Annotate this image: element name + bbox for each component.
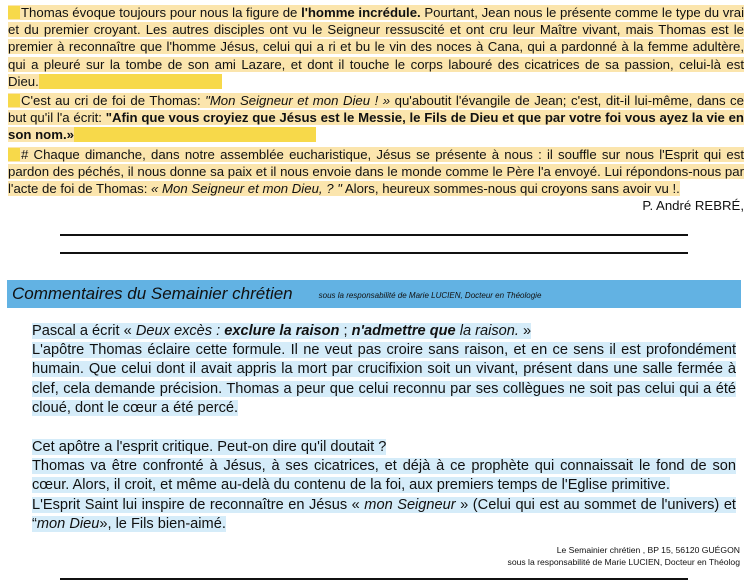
commentary-paragraph-2: Cet apôtre a l'esprit critique. Peut-on dire qu'il doutait ? [32, 439, 387, 456]
article-paragraph-3: # Chaque dimanche, dans notre assemblée eucharistique, Jésus se présente à nous : il souffle sur nous l'Esprit qui est pardon des péchés, il nous donne sa paix et il nous envoie dans le monde comme le Père l'a envoyé. Lui répondons-nous par l'acte de foi de Thomas: « Mon Seigneur et mon Dieu, ? " Alors, heureux sommes-nous qui croyons sans avoir vu !. P. André REBRÉ, [8, 146, 744, 214]
commentary-body [12, 322, 736, 534]
article-signature: P. André REBRÉ, [642, 198, 744, 214]
commentary-paragraph-1: L'apôtre Thomas éclaire cette formule. Il ne veut pas croire sans raison, et en ce sens il est profondément humain. Que celui dont il avait appris la mort par crucifixion soit un vivant, présent dans une salle fermée à clef, cela demande précision. Thomas a peur que celui reconnu par ses collègues ne soit pas celui qui a été cloué, dont le cœur a été percé. [32, 342, 736, 416]
commentary-banner [7, 280, 741, 308]
article-paragraph-2: C'est au cri de foi de Thomas: "Mon Seigneur et mon Dieu ! » qu'aboutit l'évangile de Jean; c'est, dit-il lui-même, dans ce but qu'il l'a écrit: "Afin que vous croyiez que Jésus est le Messie, le Fils de Dieu et que par votre foi vous ayez la vie en son nom.» [8, 93, 744, 143]
highlight-marker [8, 148, 20, 161]
footer-line-2: sous la responsabilité de Marie LUCIEN, Docteur en Théolog [507, 557, 740, 567]
footer-credits [508, 544, 740, 568]
divider-line [60, 578, 688, 580]
highlight-marker [8, 6, 20, 19]
article-paragraph-1: Thomas évoque toujours pour nous la figure de l'homme incrédule. Pourtant, Jean nous le présente comme le type du vrai et du premier croyant. Les autres disciples ont vu le Seigneur ressuscité et ont cru leur Maître vivant, mais Thomas est le premier à reconnaître que l'homme Jésus, celui qui a ri et bu le vin des noces à Cana, qui a pardonné à la femme adultère, qui a pleuré sur la tombe de son ami Lazare, et dont il touche le corps labouré des cicatrices de sa passion, celui-là est Dieu. [8, 5, 745, 89]
footer-line-1: Le Semainier chrétien , BP 15, 56120 GUÉGON [556, 545, 740, 555]
banner-subtitle: sous la responsabilité de Marie LUCIEN, Docteur en Théologie [318, 291, 542, 300]
commentary-paragraph-4: L'Esprit Saint lui inspire de reconnaître en Jésus « mon Seigneur » (Celui qui est au sommet de l'univers) et “mon Dieu», le Fils bien-aimé. [32, 496, 736, 532]
banner-title: Commentaires du Semainier chrétien [12, 284, 293, 303]
paragraph-gap [12, 418, 736, 438]
commentary-paragraph-3: Thomas va être confronté à Jésus, à ses cicatrices, et déjà à ce prophète qui connaissait le fond de son cœur. Alors, il croit, et même au-delà du contenu de la foi, aux premiers temps de l'Eglise primitive. [32, 458, 736, 494]
divider-line [60, 234, 688, 236]
highlight-marker [8, 94, 20, 107]
divider-line [60, 252, 688, 254]
top-article [8, 4, 744, 214]
pascal-quote: Pascal a écrit « Deux excès : exclure la raison ; n'admettre que la raison. » [32, 323, 532, 339]
